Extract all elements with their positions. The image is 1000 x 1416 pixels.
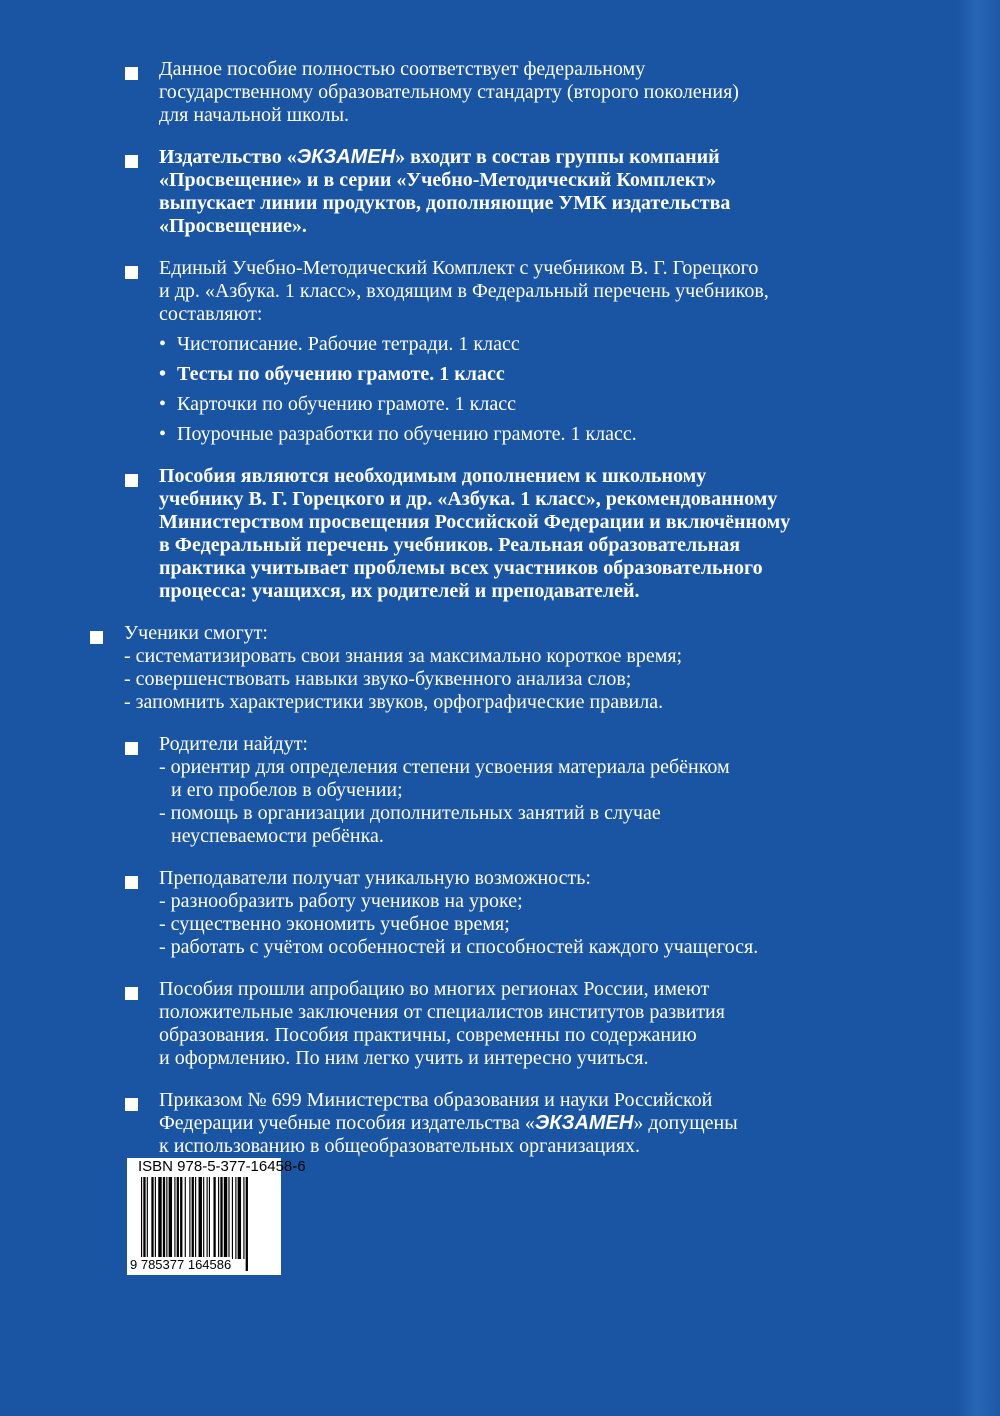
barcode-bar — [185, 1177, 186, 1259]
back-cover-text — [124, 58, 884, 1177]
list-item-current: • Тесты по обучению грамоте. 1 класс — [159, 363, 884, 386]
list-item: - совершенствовать навыки звуко-буквенного анализа слов; — [124, 668, 632, 690]
isbn-digits: 9 785377 164586 — [130, 1257, 232, 1272]
barcode-bar — [158, 1177, 161, 1259]
paragraph-supplement: Пособия являются необходимым дополнением к школьному учебнику В. Г. Горецкого и др. «Азбука. 1 класс», рекомендованному Министерством просвещения Российской Федерации и включённому в Федеральный перечень учебников. Реальная образовательная практика учитывает проблемы всех участников образовательного процесса: учащихся, их родителей и преподавателей. — [124, 465, 884, 603]
list-item: - разнообразить работу учеников на уроке; — [159, 890, 523, 912]
barcode-bar — [155, 1177, 156, 1259]
barcode-bar — [224, 1177, 227, 1259]
paragraph-order: Приказом № 699 Министерства образования и науки Российской Федерации учебные пособия издательства «ЭКЗАМЕН» допущены к использованию в общеобразовательных организациях. — [124, 1089, 884, 1158]
list-item: - систематизировать свои знания за максимально короткое время; — [124, 645, 683, 667]
publisher-brand: ЭКЗАМЕН — [534, 1112, 634, 1134]
publisher-brand: ЭКЗАМЕН — [296, 146, 396, 168]
paragraph-students: Ученики смогут: - систематизировать свои знания за максимально короткое время; - совершенствовать навыки звуко-буквенного анализа слов; - запомнить характеристики звуков, орфографические правила. — [89, 622, 884, 714]
square-bullet-icon — [125, 987, 138, 1000]
square-bullet-icon — [125, 474, 138, 487]
square-bullet-icon — [125, 266, 138, 279]
barcode-bar — [166, 1177, 167, 1259]
isbn-label: ISBN 978-5-377-16458-6 — [138, 1158, 306, 1175]
barcode-bar — [213, 1177, 215, 1259]
square-bullet-icon — [125, 742, 138, 755]
barcode-bar — [203, 1177, 204, 1259]
barcode-bar — [243, 1177, 244, 1259]
barcode-bar — [209, 1177, 210, 1259]
square-bullet-icon — [90, 631, 103, 644]
barcode-bar — [238, 1177, 241, 1259]
barcode-bar — [246, 1177, 248, 1271]
barcode-bar — [147, 1177, 148, 1259]
paragraph-publisher: Издательство «ЭКЗАМЕН» входит в состав группы компаний «Просвещение» и в серии «Учебно-Методический Комплект» выпускает линии продуктов, дополняющие УМК издательства «Просвещение». — [124, 146, 884, 238]
paragraph-umk: Единый Учебно-Методический Комплект с учебником В. Г. Горецкого и др. «Азбука. 1 класс», входящим в Федеральный перечень учебников, составляют: • Чистописание. Рабочие тетради. 1 класс • Тесты по обучению грамоте. 1 класс • Карточки по обучению грамоте. 1 класс • Поурочные разработки по обучению грамоте. 1 класс. — [124, 257, 884, 446]
list-item: - ориентир для определения степени усвоения материала ребёнком — [159, 756, 730, 778]
list-item: • Карточки по обучению грамоте. 1 класс — [159, 393, 884, 416]
square-bullet-icon — [125, 155, 138, 168]
barcode-bar — [199, 1177, 202, 1259]
barcode-bar — [228, 1177, 229, 1259]
square-bullet-icon — [125, 1098, 138, 1111]
barcode-bar — [189, 1177, 190, 1259]
list-item: - запомнить характеристики звуков, орфографические правила. — [124, 691, 664, 713]
barcode-bar — [169, 1177, 172, 1259]
barcode-bar — [174, 1177, 175, 1259]
barcode-bar — [207, 1177, 208, 1259]
barcode-bar — [235, 1177, 236, 1259]
paragraph-standard: Данное пособие полностью соответствует федеральному государственному образовательному стандарту (второго поколения) для начальной школы. — [124, 58, 884, 127]
cover-edge — [958, 0, 1000, 1416]
paragraph-approbation: Пособия прошли апробацию во многих регионах России, имеют положительные заключения от специалистов институтов развития образования. Пособия практичны, современны по содержанию и оформлению. По ним легко учить и интересно учиться. — [124, 978, 884, 1070]
paragraph-parents: Родители найдут: - ориентир для определения степени усвоения материала ребёнком и его пробелов в обучении; - помощь в организации дополнительных занятий в случае неуспеваемости ребёнка. — [124, 733, 884, 848]
barcode-bar — [220, 1177, 222, 1259]
list-item: - существенно экономить учебное время; — [159, 913, 510, 935]
square-bullet-icon — [125, 876, 138, 889]
barcode-bar — [180, 1177, 182, 1259]
isbn-barcode-box — [127, 1158, 306, 1275]
list-item: • Чистописание. Рабочие тетради. 1 класс — [159, 333, 884, 356]
list-item: - помощь в организации дополнительных занятий в случае — [159, 802, 661, 824]
barcode-bar — [151, 1177, 153, 1259]
list-item-continuation: неуспеваемости ребёнка. — [171, 825, 384, 847]
square-bullet-icon — [125, 67, 138, 80]
barcode-bar — [232, 1177, 233, 1259]
list-item-continuation: и его пробелов в обучении; — [171, 779, 403, 801]
barcode-bar — [218, 1177, 219, 1259]
paragraph-teachers: Преподаватели получат уникальную возможность: - разнообразить работу учеников на уроке; - существенно экономить учебное время; - работать с учётом особенностей и способностей каждого учащегося. — [124, 867, 884, 959]
barcode-bar — [192, 1177, 194, 1259]
list-item: • Поурочные разработки по обучению грамоте. 1 класс. — [159, 423, 884, 446]
list-item: - работать с учётом особенностей и способностей каждого учащегося. — [159, 936, 759, 958]
barcode-bar — [163, 1177, 165, 1259]
barcode-bar — [177, 1177, 179, 1259]
